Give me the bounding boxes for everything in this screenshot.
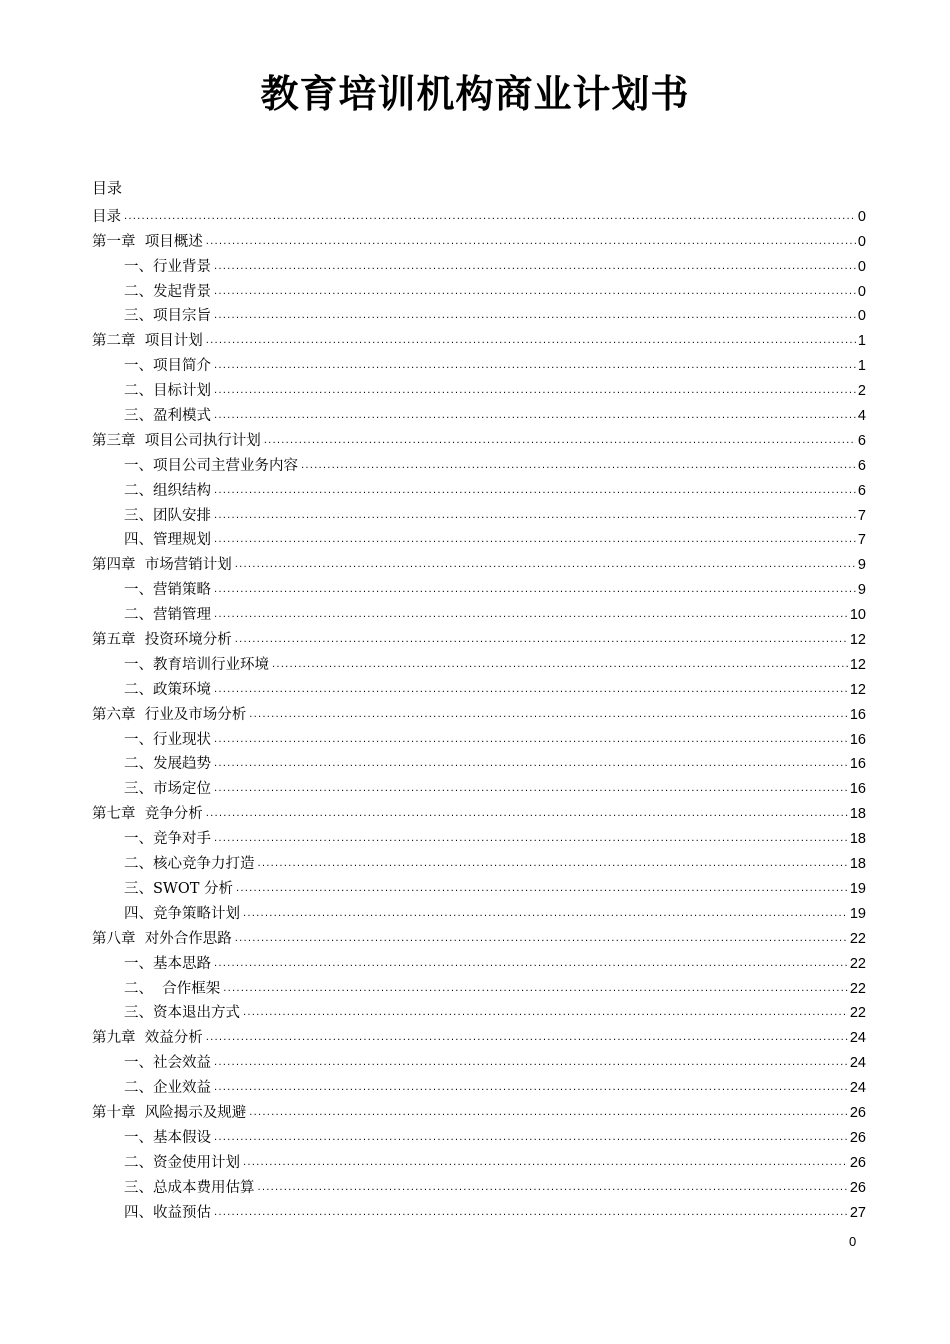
toc-dot-leader: [249, 1107, 848, 1119]
toc-chapter-entry[interactable]: [92, 1098, 866, 1123]
toc-entry-page: 16: [849, 781, 866, 798]
toc-entry-page: 16: [849, 706, 866, 723]
toc-dot-leader: [235, 559, 856, 571]
toc-entry-page: 26: [849, 1154, 866, 1171]
toc-entry-label: 第四章 市场营销计划: [92, 557, 232, 574]
toc-entry-label: 第七章 竞争分析: [92, 806, 203, 823]
toc-entry-page: 9: [857, 582, 866, 599]
toc-dot-leader: [214, 360, 856, 372]
toc-entry-page: 22: [849, 955, 866, 972]
toc-chapter-entry[interactable]: [92, 426, 866, 451]
toc-entry-label: 二、 合作框架: [124, 980, 221, 997]
toc-entry-label: 二、发展趋势: [124, 756, 211, 773]
toc-entry-page: 26: [849, 1104, 866, 1121]
toc-entry-label: 第五章 投资环境分析: [92, 632, 232, 649]
toc-subentry[interactable]: [92, 849, 866, 874]
toc-subentry[interactable]: [92, 1048, 866, 1073]
toc-entry-page: 16: [849, 756, 866, 773]
toc-entry-page: 2: [857, 383, 866, 400]
toc-subentry[interactable]: [92, 501, 866, 526]
toc-entry-page: 24: [849, 1080, 866, 1097]
toc-entry-label: 第三章 项目公司执行计划: [92, 432, 261, 449]
toc-entry-label: 一、行业背景: [124, 258, 211, 275]
toc-entry-label: 四、管理规划: [124, 532, 211, 549]
toc-subentry[interactable]: [92, 351, 866, 376]
toc-entry-page: 7: [857, 532, 866, 549]
toc-entry-page: 6: [857, 457, 866, 474]
toc-entry-page: 19: [849, 905, 866, 922]
page-number: 0: [849, 1234, 857, 1249]
toc-subentry[interactable]: [92, 1173, 866, 1198]
toc-dot-leader: [206, 1032, 848, 1044]
toc-entry-page: 7: [857, 507, 866, 524]
toc-entry-page: 22: [849, 980, 866, 997]
toc-subentry[interactable]: [92, 1198, 866, 1223]
toc-entry-page: 1: [857, 333, 866, 350]
toc-subentry[interactable]: [92, 750, 866, 775]
toc-subentry[interactable]: [92, 999, 866, 1024]
toc-subentry[interactable]: [92, 1148, 866, 1173]
toc-entry-label: 四、收益预估: [124, 1204, 211, 1221]
toc-subentry[interactable]: [92, 277, 866, 302]
toc-subentry[interactable]: [92, 451, 866, 476]
toc-dot-leader: [214, 584, 856, 596]
toc-entry-label: 二、发起背景: [124, 283, 211, 300]
toc-entry-page: 24: [849, 1030, 866, 1047]
toc-entry-page: 18: [849, 806, 866, 823]
toc-subentry[interactable]: [92, 526, 866, 551]
toc-chapter-entry[interactable]: [92, 202, 866, 227]
toc-dot-leader: [249, 709, 848, 721]
toc-entry-page: 0: [857, 308, 866, 325]
toc-entry-label: 三、团队安排: [124, 507, 211, 524]
toc-entry-page: 26: [849, 1179, 866, 1196]
toc-chapter-entry[interactable]: [92, 326, 866, 351]
toc-entry-label: 第二章 项目计划: [92, 333, 203, 350]
toc-entry-page: 0: [857, 208, 866, 225]
toc-entry-page: 12: [849, 681, 866, 698]
toc-entry-page: 18: [849, 856, 866, 873]
toc-subentry[interactable]: [92, 824, 866, 849]
toc-subentry[interactable]: [92, 376, 866, 401]
toc-entry-label: 一、竞争对手: [124, 831, 211, 848]
toc-subentry[interactable]: [92, 675, 866, 700]
toc-dot-leader: [223, 983, 848, 995]
toc-entry-label: 二、营销管理: [124, 607, 211, 624]
toc-subentry[interactable]: [92, 575, 866, 600]
toc-entry-page: 12: [849, 632, 866, 649]
toc-entry-label: 第六章 行业及市场分析: [92, 706, 247, 723]
toc-subentry[interactable]: [92, 974, 866, 999]
toc-dot-leader: [214, 1132, 848, 1144]
toc-subentry[interactable]: [92, 650, 866, 675]
toc-dot-leader: [214, 833, 848, 845]
toc-dot-leader: [214, 261, 856, 273]
toc-entry-page: 19: [849, 880, 866, 897]
toc-entry-label: 一、项目公司主营业务内容: [124, 457, 298, 474]
toc-dot-leader: [236, 883, 848, 895]
toc-entry-label: 三、市场定位: [124, 781, 211, 798]
toc-entry-label: 第十章 风险揭示及规避: [92, 1104, 247, 1121]
toc-chapter-entry[interactable]: [92, 924, 866, 949]
toc-chapter-entry[interactable]: [92, 550, 866, 575]
toc-dot-leader: [214, 758, 848, 770]
toc-dot-leader: [272, 659, 848, 671]
toc-heading: 目录: [92, 179, 123, 197]
toc-subentry[interactable]: [92, 401, 866, 426]
toc-subentry[interactable]: [92, 725, 866, 750]
toc-entry-page: 12: [849, 656, 866, 673]
toc-dot-leader: [214, 385, 856, 397]
toc-entry-page: 27: [849, 1204, 866, 1221]
toc-dot-leader: [214, 534, 856, 546]
toc-entry-label: 三、项目宗旨: [124, 308, 211, 325]
document-title: 教育培训机构商业计划书: [260, 72, 690, 116]
toc-entry-label: 第九章 效益分析: [92, 1030, 203, 1047]
toc-subentry[interactable]: [92, 774, 866, 799]
toc-entry-page: 6: [857, 432, 866, 449]
toc-dot-leader: [206, 236, 856, 248]
toc-dot-leader: [258, 1182, 848, 1194]
toc-subentry[interactable]: [92, 476, 866, 501]
toc-dot-leader: [214, 485, 856, 497]
toc-dot-leader: [264, 435, 856, 447]
toc-entry-page: 6: [857, 482, 866, 499]
toc-entry-label: 三、盈利模式: [124, 408, 211, 425]
toc-entry-page: 0: [857, 233, 866, 250]
toc-entry-label: 第一章 项目概述: [92, 233, 203, 250]
toc-dot-leader: [214, 1082, 848, 1094]
toc-subentry[interactable]: [92, 874, 866, 899]
toc-dot-leader: [243, 908, 848, 920]
toc-dot-leader: [214, 510, 856, 522]
toc-entry-label: 三、总成本费用估算: [124, 1179, 255, 1196]
toc-entry-label: 一、教育培训行业环境: [124, 656, 269, 673]
toc-dot-leader: [214, 1207, 848, 1219]
toc-entry-label: 一、行业现状: [124, 731, 211, 748]
toc-dot-leader: [214, 609, 848, 621]
toc-dot-leader: [214, 734, 848, 746]
toc-entry-page: 26: [849, 1129, 866, 1146]
toc-entry-label: 二、政策环境: [124, 681, 211, 698]
toc-chapter-entry[interactable]: [92, 799, 866, 824]
toc-entry-page: 18: [849, 831, 866, 848]
toc-dot-leader: [214, 286, 856, 298]
toc-dot-leader: [206, 335, 856, 347]
toc-entry-label: 三、资本退出方式: [124, 1005, 240, 1022]
toc-entry-label: 二、核心竞争力打造: [124, 856, 255, 873]
toc-entry-label: 二、企业效益: [124, 1080, 211, 1097]
toc-entry-label: 目录: [92, 208, 121, 225]
toc-dot-leader: [214, 958, 848, 970]
toc-subentry[interactable]: [92, 1123, 866, 1148]
toc-entry-page: 22: [849, 1005, 866, 1022]
toc-dot-leader: [235, 634, 848, 646]
toc-entry-page: 16: [849, 731, 866, 748]
toc-entry-page: 4: [857, 408, 866, 425]
toc-entry-label: 一、社会效益: [124, 1055, 211, 1072]
toc-dot-leader: [124, 211, 856, 223]
toc-dot-leader: [214, 310, 856, 322]
toc-entry-label: 二、资金使用计划: [124, 1154, 240, 1171]
toc-entry-label: 二、组织结构: [124, 482, 211, 499]
toc-chapter-entry[interactable]: [92, 625, 866, 650]
toc-entry-page: 10: [849, 607, 866, 624]
toc-entry-page: 22: [849, 930, 866, 947]
toc-entry-label: 一、营销策略: [124, 582, 211, 599]
toc-chapter-entry[interactable]: [92, 700, 866, 725]
toc-subentry[interactable]: [92, 302, 866, 327]
toc-entry-label: 一、项目简介: [124, 358, 211, 375]
toc-chapter-entry[interactable]: [92, 1023, 866, 1048]
toc-entry-label: 第八章 对外合作思路: [92, 930, 232, 947]
toc-dot-leader: [214, 1057, 848, 1069]
toc-entry-label: 一、基本假设: [124, 1129, 211, 1146]
toc-entry-label: 一、基本思路: [124, 955, 211, 972]
toc-dot-leader: [206, 808, 848, 820]
toc-dot-leader: [258, 858, 848, 870]
toc-chapter-entry[interactable]: [92, 227, 866, 252]
toc-subentry[interactable]: [92, 252, 866, 277]
toc-subentry[interactable]: [92, 949, 866, 974]
toc-subentry[interactable]: [92, 1073, 866, 1098]
toc-dot-leader: [243, 1007, 848, 1019]
toc-dot-leader: [235, 933, 848, 945]
toc-entry-page: 9: [857, 557, 866, 574]
toc-entry-label: 四、竞争策略计划: [124, 905, 240, 922]
toc-entry-label: 二、目标计划: [124, 383, 211, 400]
toc-subentry[interactable]: [92, 600, 866, 625]
toc-dot-leader: [214, 410, 856, 422]
toc-entry-page: 24: [849, 1055, 866, 1072]
toc-dot-leader: [301, 460, 856, 472]
toc-entry-page: 0: [857, 258, 866, 275]
toc-dot-leader: [214, 684, 848, 696]
toc-subentry[interactable]: [92, 899, 866, 924]
toc-entry-label: 三、SWOT 分析: [124, 880, 234, 897]
table-of-contents: [92, 202, 866, 1223]
toc-dot-leader: [214, 783, 848, 795]
toc-entry-page: 1: [857, 358, 866, 375]
toc-entry-page: 0: [857, 283, 866, 300]
toc-dot-leader: [243, 1157, 848, 1169]
